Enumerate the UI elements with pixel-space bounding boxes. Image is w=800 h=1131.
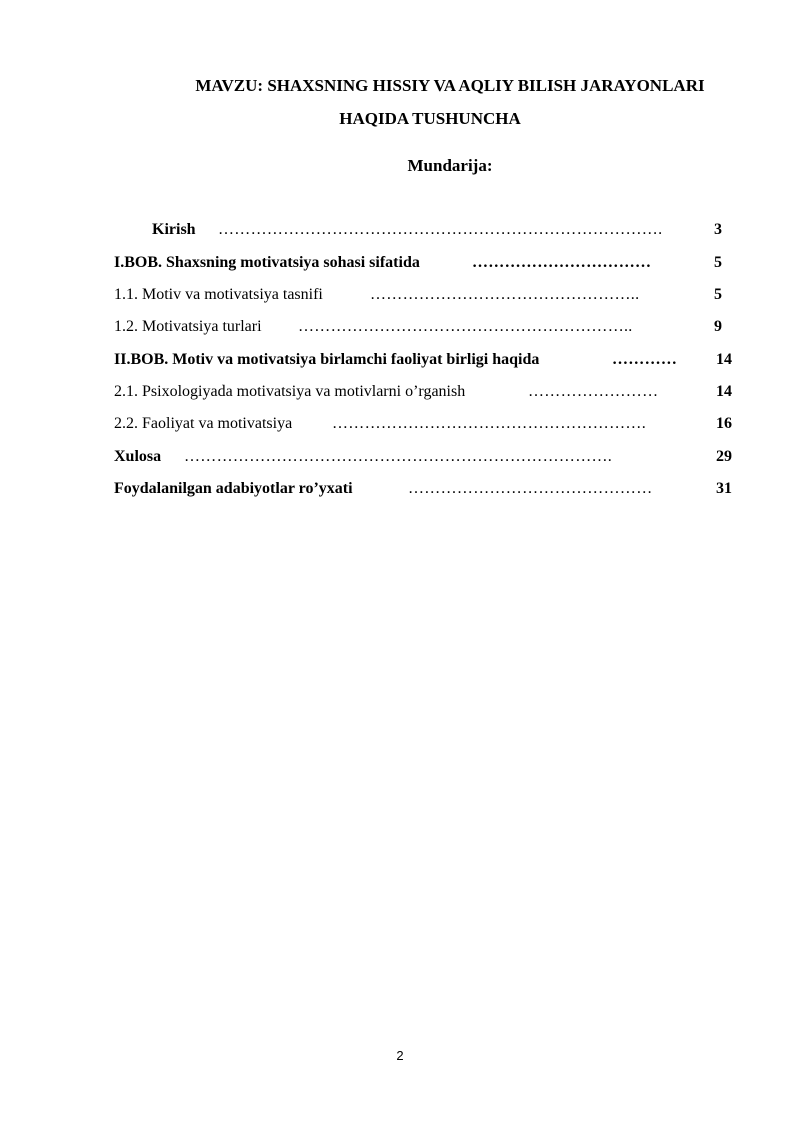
document-title-line-1: MAVZU: SHAXSNING HISSIY VA AQLIY BILISH JARAYONLARI — [195, 76, 705, 95]
toc-entry-bibliography[interactable] — [114, 480, 734, 504]
toc-entry-page: 31 — [716, 480, 732, 497]
toc-entry-section-1-1[interactable] — [114, 286, 734, 310]
toc-entry-kirish[interactable] — [114, 221, 734, 245]
toc-entry-dots: ……………………………………………………………………. — [184, 448, 613, 465]
toc-entry-page: 16 — [716, 415, 732, 432]
toc-entry-page: 14 — [716, 383, 732, 400]
toc-entry-section-2-2[interactable] — [114, 415, 734, 439]
toc-entry-page: 14 — [716, 351, 732, 368]
toc-entry-label: Foydalanilgan adabiyotlar ro’yxati — [114, 480, 353, 497]
toc-entry-dots: …………………………………………………….. — [298, 318, 633, 335]
toc-entry-section-1-2[interactable] — [114, 318, 734, 342]
toc-entry-page: 5 — [714, 254, 722, 271]
toc-entry-label: II.BOB. Motiv va motivatsiya birlamchi faoliyat birligi haqida — [114, 351, 540, 368]
toc-entry-page: 9 — [714, 318, 722, 335]
toc-entry-label: 1.2. Motivatsiya turlari — [114, 318, 262, 335]
toc-entry-dots: ………………………………………………………………………. — [218, 221, 663, 238]
toc-entry-label: Kirish — [152, 221, 196, 238]
toc-entry-dots: …………………… — [528, 383, 659, 400]
toc-entry-dots: …………………………… — [472, 254, 652, 271]
toc-entry-page: 29 — [716, 448, 732, 465]
toc-entry-label: I.BOB. Shaxsning motivatsiya sohasi sifatida — [114, 254, 420, 271]
toc-heading: Mundarija: — [407, 156, 493, 175]
toc-entry-label: Xulosa — [114, 448, 162, 465]
toc-entry-label: 2.1. Psixologiyada motivatsiya va motivlarni o’rganish — [114, 383, 466, 400]
toc-entry-dots: ………… — [612, 351, 678, 368]
toc-entry-chapter-2[interactable] — [114, 351, 734, 375]
toc-entry-label: 1.1. Motiv va motivatsiya tasnifi — [114, 286, 323, 303]
page-number: 2 — [396, 1048, 404, 1063]
toc-entry-dots: ……………………………………… — [408, 480, 653, 497]
toc-entry-page: 3 — [714, 221, 722, 238]
toc-entry-page: 5 — [714, 286, 722, 303]
toc-entry-label: 2.2. Faoliyat va motivatsiya — [114, 415, 293, 432]
toc-entry-chapter-1[interactable] — [114, 254, 734, 278]
toc-entry-dots: …………………………………………………. — [332, 415, 646, 432]
toc-entry-dots: ………………………………………….. — [370, 286, 640, 303]
document-title-line-2: HAQIDA TUSHUNCHA — [339, 109, 521, 128]
toc-entry-section-2-1[interactable] — [114, 383, 734, 407]
toc-entry-xulosa[interactable] — [114, 448, 734, 472]
